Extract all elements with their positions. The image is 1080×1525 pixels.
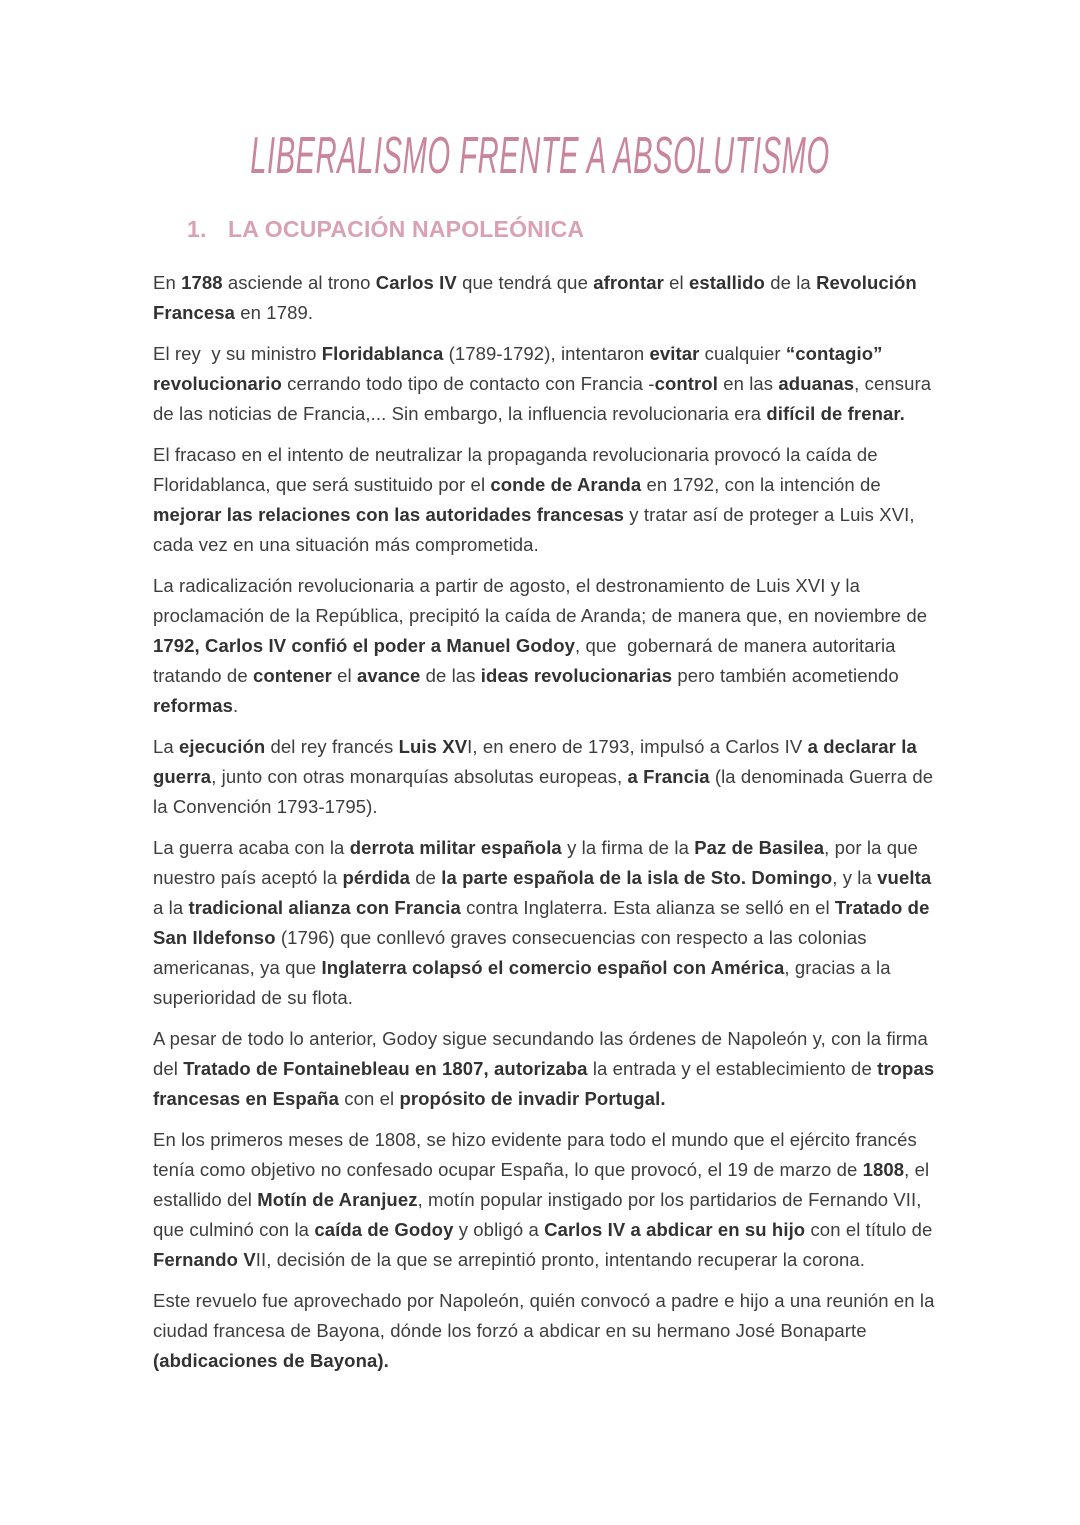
- bold-text-run: ideas revolucionarias: [480, 665, 673, 686]
- bold-text-run: Tratado de Fontainebleau en 1807,: [183, 1058, 489, 1079]
- bold-text-run: Luis XV: [398, 736, 468, 757]
- bold-text-run: reformas: [153, 695, 233, 716]
- bold-text-run: ejecución: [179, 736, 266, 757]
- bold-text-run: mejorar las relaciones con las autoridades francesas: [153, 504, 625, 525]
- text-run: II, decisión de la que se arrepintió pronto, intentando recuperar la corona.: [255, 1249, 865, 1270]
- bold-text-run: contener: [252, 665, 332, 686]
- text-run: , el estallido del: [153, 1159, 930, 1210]
- bold-text-run: propósito de invadir Portugal.: [399, 1088, 666, 1109]
- bold-text-run: 1808: [862, 1159, 905, 1180]
- text-run: la entrada y el establecimiento de: [587, 1058, 878, 1079]
- paragraph-4: [153, 571, 935, 721]
- bold-text-run: evitar: [649, 343, 700, 364]
- paragraph-8: [153, 1125, 935, 1275]
- text-run: el: [331, 665, 357, 686]
- text-run: La guerra acaba con la: [153, 837, 350, 858]
- bold-text-run: vuelta: [877, 867, 932, 888]
- bold-text-run: Carlos IV a abdicar en su hijo: [544, 1219, 806, 1240]
- paragraph-9: [153, 1286, 935, 1376]
- text-run: El rey y su ministro: [153, 343, 322, 364]
- paragraph-2: [153, 339, 935, 429]
- bold-text-run: conde de Aranda: [490, 474, 642, 495]
- text-run: y obligó a: [453, 1219, 545, 1240]
- bold-text-run: la parte española de la isla de Sto. Domingo: [441, 867, 833, 888]
- text-run: en las: [717, 373, 779, 394]
- bold-text-run: estallido: [689, 272, 765, 293]
- paragraph-3: [153, 440, 935, 560]
- section-number: 1.: [187, 216, 207, 242]
- text-run: El fracaso en el intento de neutralizar la propaganda revolucionaria provocó la caída de Floridablanca, que será sustituido por el: [153, 444, 878, 495]
- text-run: En: [153, 272, 182, 293]
- text-run: La: [153, 736, 180, 757]
- text-run: , motín popular instigado por los partidarios de Fernando VII, que culminó con la: [153, 1189, 922, 1240]
- bold-text-run: Tratado de San Ildefonso: [153, 897, 930, 948]
- text-run: , y la: [832, 867, 878, 888]
- text-run: a la: [153, 897, 189, 918]
- text-run: A pesar de todo lo anterior, Godoy sigue secundando las órdenes de Napoleón y, con la firma del: [153, 1028, 928, 1079]
- text-run: con el título de: [805, 1219, 933, 1240]
- bold-text-run: afrontar: [593, 272, 664, 293]
- bold-text-run: derrota militar española: [349, 837, 562, 858]
- text-run: .: [232, 695, 239, 716]
- text-run: en 1792, con la intención de: [641, 474, 881, 495]
- text-run: I, en enero de 1793, impulsó a Carlos IV: [467, 736, 808, 757]
- bold-text-run: a Francia: [627, 766, 710, 787]
- bold-text-run: avance: [356, 665, 421, 686]
- bold-text-run: a declarar la guerra: [153, 736, 917, 787]
- text-run: (1796) que conllevó graves consecuencias con respecto a las colonias americanas, ya que: [153, 927, 867, 978]
- text-run: (1789-1792), intentaron: [443, 343, 650, 364]
- text-run: cerrando todo tipo de contacto con Francia -: [281, 373, 655, 394]
- text-run: pero también acometiendo: [672, 665, 899, 686]
- text-run: de las: [420, 665, 481, 686]
- bold-text-run: Motín de Aranjuez: [257, 1189, 418, 1210]
- text-run: de: [410, 867, 442, 888]
- bold-text-run: 1788: [181, 272, 223, 293]
- bold-text-run: Carlos IV: [375, 272, 457, 293]
- bold-text-run: Paz de Basilea: [694, 837, 825, 858]
- text-run: con el: [338, 1088, 400, 1109]
- bold-text-run: control: [654, 373, 718, 394]
- text-run: del rey francés: [265, 736, 399, 757]
- bold-text-run: caída de Godoy: [314, 1219, 454, 1240]
- paragraph-7: [153, 1024, 935, 1114]
- paragraph-6: [153, 833, 935, 1013]
- document-body: [153, 268, 935, 1376]
- text-run: , censura de las noticias de Francia,... Sin embargo, la influencia revolucionaria era: [153, 373, 932, 424]
- paragraph-1: [153, 268, 935, 328]
- bold-text-run: pérdida: [342, 867, 411, 888]
- bold-text-run: Floridablanca: [321, 343, 444, 364]
- text-run: asciende al trono: [222, 272, 376, 293]
- text-run: cualquier: [699, 343, 786, 364]
- section-title: LA OCUPACIÓN NAPOLEÓNICA: [228, 216, 585, 242]
- bold-text-run: autorizaba: [494, 1058, 588, 1079]
- text-run: (la denominada Guerra de la Convención 1793-1795).: [153, 766, 934, 817]
- bold-text-run: Fernando V: [153, 1249, 256, 1270]
- bold-text-run: Inglaterra colapsó el comercio español con América: [321, 957, 785, 978]
- text-run: , por la que nuestro país aceptó la: [153, 837, 918, 888]
- text-run: y la firma de la: [561, 837, 695, 858]
- text-run: La radicalización revolucionaria a partir de agosto, el destronamiento de Luis XVI y la proclamación de la República, precipitó la caída de Aranda; de manera que, en noviembre de: [153, 575, 928, 626]
- bold-text-run: Revolución Francesa: [153, 272, 917, 323]
- text-run: y tratar así de proteger a Luis XVI, cada vez en una situación más comprometida.: [153, 504, 915, 555]
- text-run: el: [663, 272, 689, 293]
- bold-text-run: tropas francesas en España: [153, 1058, 935, 1109]
- text-run: de la: [764, 272, 817, 293]
- bold-text-run: (abdicaciones de Bayona).: [153, 1350, 389, 1371]
- text-run: Este revuelo fue aprovechado por Napoleón, quién convocó a padre e hijo a una reunión en la ciudad francesa de Bayona, dónde los forzó a abdicar en su hermano José Bonaparte: [153, 1290, 935, 1341]
- text-run: que tendrá que: [456, 272, 594, 293]
- bold-text-run: aduanas: [778, 373, 855, 394]
- bold-text-run: difícil de frenar.: [766, 403, 905, 424]
- bold-text-run: tradicional alianza con Francia: [188, 897, 461, 918]
- text-run: , gracias a la superioridad de su flota.: [153, 957, 891, 1008]
- text-run: , junto con otras monarquías absolutas europeas,: [211, 766, 628, 787]
- text-run: En los primeros meses de 1808, se hizo evidente para todo el mundo que el ejército francés tenía como objetivo no confesado ocupar España, lo que provocó, el 19 de marzo de: [153, 1129, 917, 1180]
- bold-text-run: “contagio” revolucionario: [153, 343, 883, 394]
- text-run: , que gobernará de manera autoritaria tratando de: [153, 635, 896, 686]
- bold-text-run: 1792, Carlos IV confió el poder a Manuel Godoy: [153, 635, 575, 656]
- document-title: LIBERALISMO FRENTE A ABSOLUTISMO: [250, 127, 830, 185]
- text-run: contra Inglaterra. Esta alianza se selló en el: [460, 897, 835, 918]
- section-heading: [0, 214, 1080, 244]
- text-run: en 1789.: [235, 302, 314, 323]
- paragraph-5: [153, 732, 935, 822]
